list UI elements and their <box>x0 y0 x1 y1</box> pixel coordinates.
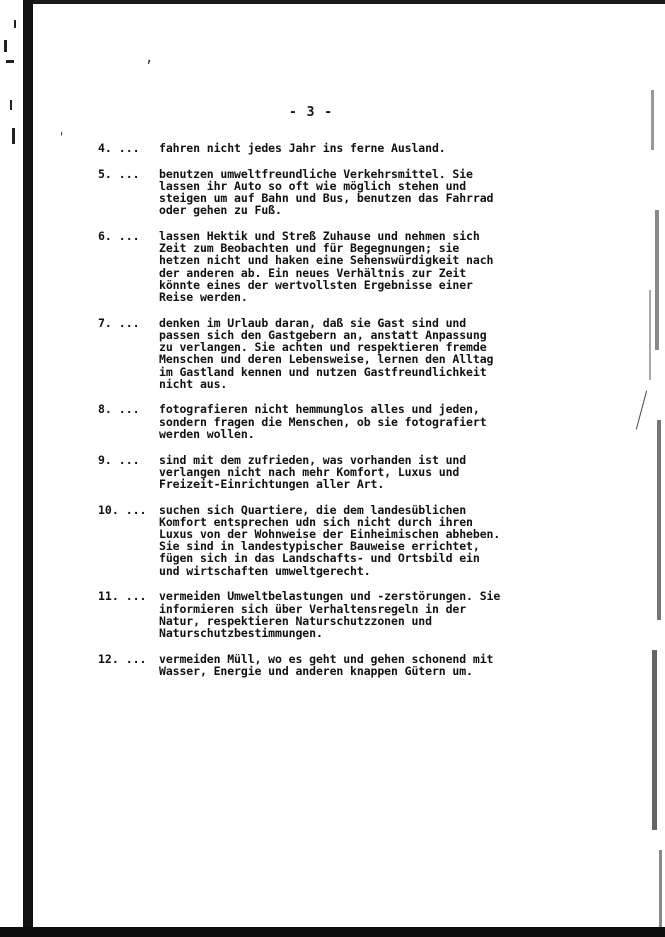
list-item <box>98 454 528 491</box>
item-number: 5. ... <box>98 166 140 181</box>
item-text: sind mit dem zufrieden, was vorhanden ist und verlangen nicht nach mehr Komfort, Luxus und Freizeit-Einrichtungen aller Art. <box>159 452 467 491</box>
list-item <box>98 653 528 677</box>
item-number: 11. ... <box>98 589 147 604</box>
item-text: vermeiden Müll, wo es geht und gehen schonend mit Wasser, Energie und anderen knappen Gütern um. <box>159 651 494 678</box>
list-item <box>98 590 528 639</box>
item-text: suchen sich Quartiere, die dem landesüblichen Komfort entsprechen udn sich nicht durch ihren Luxus von der Wohnweise der Einheimischen abheben. Sie sind in landestypischer Bauweise errichtet, fügen sich in das Landschafts- und Ortsbild ein und wirtschaften umweltgerecht. <box>159 502 501 578</box>
item-text: vermeiden Umweltbelastungen und -zerstörungen. Sie informieren sich über Verhaltensregeln in der Natur, respektieren Naturschutzzonen und Naturschutzbestimmungen. <box>159 589 501 640</box>
scan-mark: ' <box>58 130 66 144</box>
item-text: fotografieren nicht hemmunglos alles und jeden, sondern fragen die Menschen, ob sie fotografiert werden wollen. <box>159 402 487 441</box>
item-text: denken im Urlaub daran, daß sie Gast sind und passen sich den Gastgebern an, anstatt Anpassung zu verlangen. Sie achten und respektieren fremde Menschen und deren Lebensweise, lernen den Alltag im Gastland kennen und nutzen Gastfreundlichkeit nicht aus. <box>159 315 494 391</box>
scan-bottom-edge <box>0 927 665 937</box>
item-number: 12. ... <box>98 651 147 666</box>
scan-top-edge <box>0 0 665 4</box>
list-item <box>98 403 528 440</box>
list-item <box>98 504 528 577</box>
item-number: 6. ... <box>98 229 140 244</box>
item-text: fahren nicht jedes Jahr ins ferne Ausland. <box>159 141 446 155</box>
scan-left-edge <box>0 0 32 937</box>
item-number: 10. ... <box>98 502 147 517</box>
scan-right-edge <box>621 90 665 937</box>
numbered-list <box>98 142 528 691</box>
scan-mark: , <box>145 50 154 66</box>
list-item <box>98 317 528 390</box>
item-number: 9. ... <box>98 452 140 467</box>
list-item <box>98 230 528 303</box>
item-number: 4. ... <box>98 141 140 155</box>
item-number: 7. ... <box>98 315 140 330</box>
list-item <box>98 142 528 154</box>
item-number: 8. ... <box>98 402 140 417</box>
item-text: benutzen umweltfreundliche Verkehrsmittel. Sie lassen ihr Auto so oft wie möglich stehen und steigen um auf Bahn und Bus, benutzen das Fahrrad oder gehen zu Fuß. <box>159 166 494 218</box>
item-text: lassen Hektik und Streß Zuhause und nehmen sich Zeit zum Beobachten und für Begegnungen; sie hetzen nicht und haken eine Sehenswürdigkeit nach der anderen ab. Ein neues Verhältnis zur Zeit könnte eines der wertvollsten Ergebnisse einer Reise werden. <box>159 229 494 305</box>
page-number: - 3 - <box>289 105 334 120</box>
list-item <box>98 168 528 217</box>
